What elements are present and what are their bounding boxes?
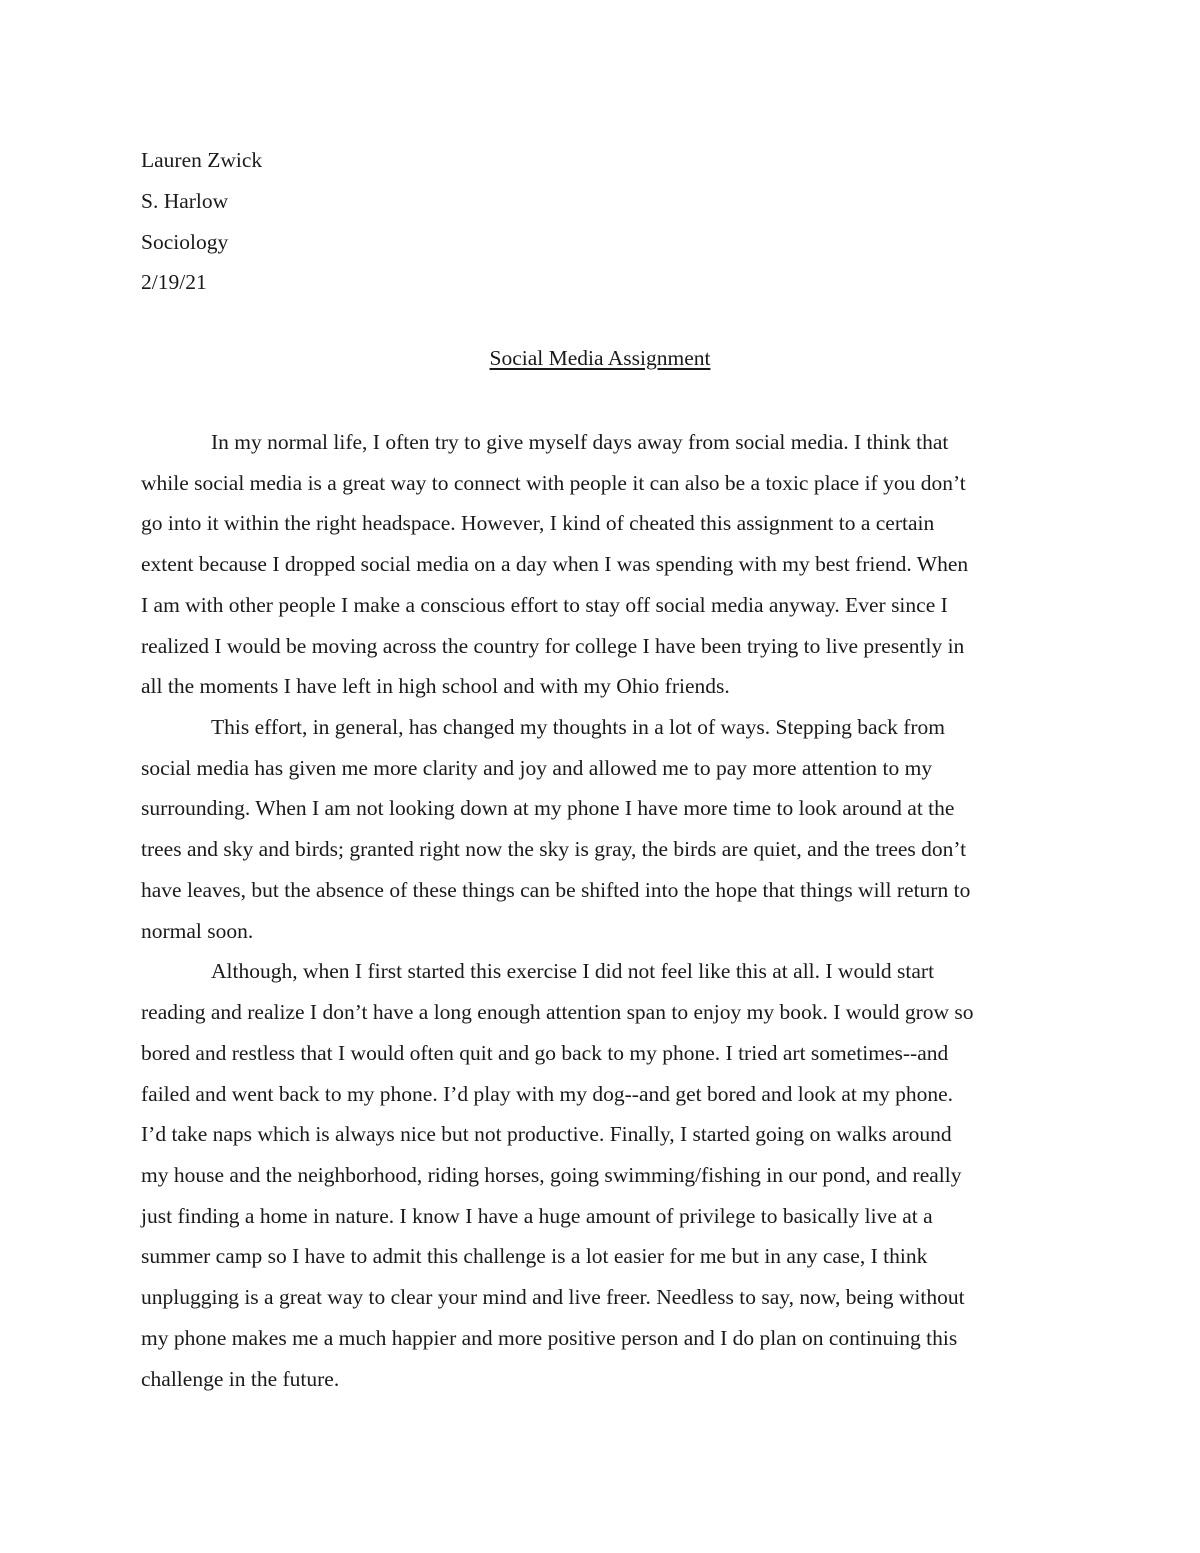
document-title: Social Media Assignment <box>489 346 711 370</box>
text-line: all the moments I have left in high school and with my Ohio friends. <box>141 674 730 699</box>
text-line: extent because I dropped social media on a day when I was spending with my best friend. When <box>141 552 969 577</box>
text-line: I am with other people I make a conscious effort to stay off social media anyway. Ever since I <box>141 592 948 617</box>
text-line: unplugging is a great way to clear your mind and live freer. Needless to say, now, being without <box>141 1285 965 1310</box>
text-line: summer camp so I have to admit this challenge is a lot easier for me but in any case, I think <box>141 1244 928 1269</box>
text-line: bored and restless that I would often quit and go back to my phone. I tried art sometimes--and <box>141 1040 949 1065</box>
text-line: trees and sky and birds; granted right now the sky is gray, the birds are quiet, and the trees don’t <box>141 837 967 862</box>
instructor-name: S. Harlow <box>141 188 229 213</box>
document-title-container <box>141 338 1059 378</box>
text-line: just finding a home in nature. I know I have a huge amount of privilege to basically live at a <box>141 1203 933 1228</box>
text-line: I’d take naps which is always nice but not productive. Finally, I started going on walks around <box>141 1122 952 1147</box>
text-line: Although, when I first started this exercise I did not feel like this at all. I would start <box>211 959 935 984</box>
text-line: surrounding. When I am not looking down at my phone I have more time to look around at the <box>141 796 955 821</box>
text-line: This effort, in general, has changed my thoughts in a lot of ways. Stepping back from <box>211 715 946 740</box>
text-line: my house and the neighborhood, riding horses, going swimming/fishing in our pond, and really <box>141 1162 962 1187</box>
document-body <box>141 422 1059 1399</box>
heading-block <box>141 140 262 303</box>
text-line: challenge in the future. <box>141 1366 340 1391</box>
text-line: have leaves, but the absence of these things can be shifted into the hope that things will return to <box>141 877 971 902</box>
text-line: my phone makes me a much happier and more positive person and I do plan on continuing this <box>141 1325 958 1350</box>
text-line: In my normal life, I often try to give myself days away from social media. I think that <box>211 430 949 454</box>
course-name: Sociology <box>141 229 229 254</box>
student-name: Lauren Zwick <box>141 148 263 172</box>
text-line: reading and realize I don’t have a long enough attention span to enjoy my book. I would grow so <box>141 1000 974 1025</box>
paragraph-3 <box>141 951 1059 1399</box>
text-line: social media has given me more clarity and joy and allowed me to pay more attention to my <box>141 755 933 780</box>
text-line: go into it within the right headspace. However, I kind of cheated this assignment to a certain <box>141 511 935 536</box>
text-line: realized I would be moving across the country for college I have been trying to live presently in <box>141 633 965 658</box>
text-line: failed and went back to my phone. I’d play with my dog--and get bored and look at my phone. <box>141 1081 954 1106</box>
paragraph-2 <box>141 707 1059 951</box>
paragraph-1 <box>141 422 1059 707</box>
text-line: while social media is a great way to connect with people it can also be a toxic place if you don’t <box>141 470 966 495</box>
date: 2/19/21 <box>141 270 207 295</box>
text-line: normal soon. <box>141 918 254 943</box>
